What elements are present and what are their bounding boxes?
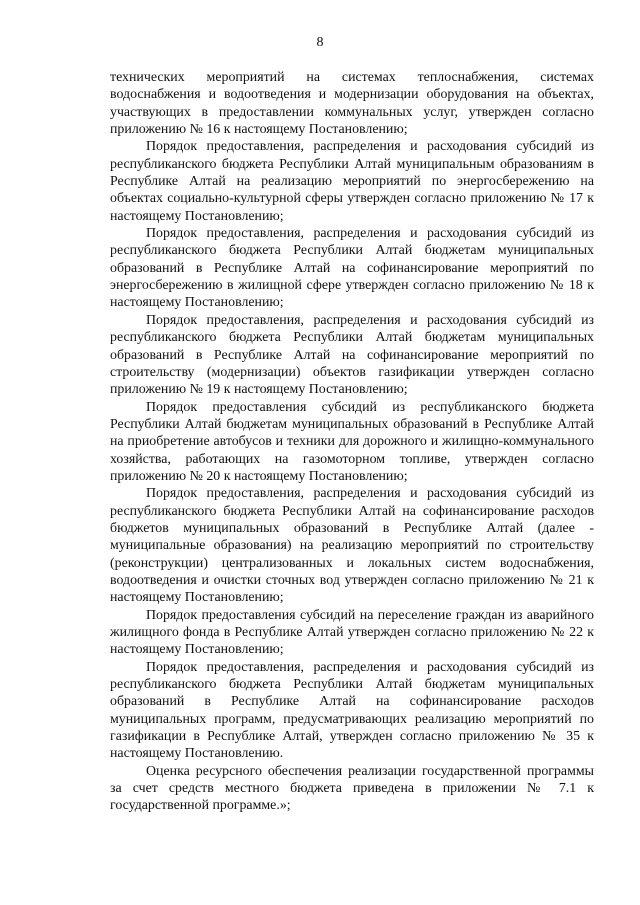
paragraph-continuation: технических мероприятий на системах теплоснабжения, системах водоснабжения и водоотведения и модернизации оборудования на объектах, участвующих в предоставлении коммунальных услуг, утвержден согласно приложению № 16 к настоящему Постановлению; — [110, 70, 594, 138]
paragraph-appendix-19: Порядок предоставления, распределения и расходования субсидий из республиканского бюджета Республики Алтай бюджетам муниципальных образований в Республике Алтай на софинансирование мероприятий по строительству (модернизации) объектов газификации утвержден согласно приложению № 19 к настоящему Постановлению; — [110, 312, 594, 398]
document-body — [110, 69, 594, 815]
paragraph-appendix-20: Порядок предоставления субсидий из республиканского бюджета Республики Алтай бюджетам муниципальных образований в Республике Алтай на приобретение автобусов и техники для дорожного и жилищно-коммунального хозяйства, работающих на газомоторном топливе, утвержден согласно приложению № 20 к настоящему Постановлению; — [110, 399, 594, 484]
paragraph-appendix-22: Порядок предоставления субсидий на переселение граждан из аварийного жилищного фонда в Республике Алтай утвержден согласно приложению № 22 к настоящему Постановлению; — [110, 607, 594, 658]
paragraph-appendix-21: Порядок предоставления, распределения и расходования субсидий из республиканского бюджета Республики Алтай на софинансирование расходов бюджетов муниципальных образований в Республике Алтай (далее - муниципальные образования) на реализацию мероприятий по строительству (реконструкции) централизованных и локальных систем водоснабжения, водоотведения и очистки сточных вод утвержден согласно приложению № 21 к настоящему Постановлению; — [110, 486, 594, 606]
paragraph-appendix-18: Порядок предоставления, распределения и расходования субсидий из республиканского бюджета Республики Алтай бюджетам муниципальных образований в Республике Алтай на софинансирование мероприятий по энергосбережению в жилищной сфере утвержден согласно приложению № 18 к настоящему Постановлению; — [110, 226, 594, 311]
paragraph-appendix-35: Порядок предоставления, распределения и расходования субсидий из республиканского бюджета Республики Алтай бюджетам муниципальных образований в Республике Алтай на софинансирование расходов муниципальных программ, предусматривающих реализацию мероприятий по газификации в Республике Алтай, утвержден согласно приложению № 35 к настоящему Постановлению. — [110, 659, 594, 762]
paragraph-appendix-17: Порядок предоставления, распределения и расходования субсидий из республиканского бюджета Республики Алтай муниципальным образованиям в Республике Алтай на реализацию мероприятий по энергосбережению на объектах социально-культурной сферы утвержден согласно приложению № 17 к настоящему Постановлению; — [110, 139, 594, 224]
page-number: 8 — [316, 35, 324, 50]
paragraph-resource-assessment: Оценка ресурсного обеспечения реализации государственной программы за счет средств местного бюджета приведена в приложении № 7.1 к государственной программе.»; — [110, 763, 594, 814]
